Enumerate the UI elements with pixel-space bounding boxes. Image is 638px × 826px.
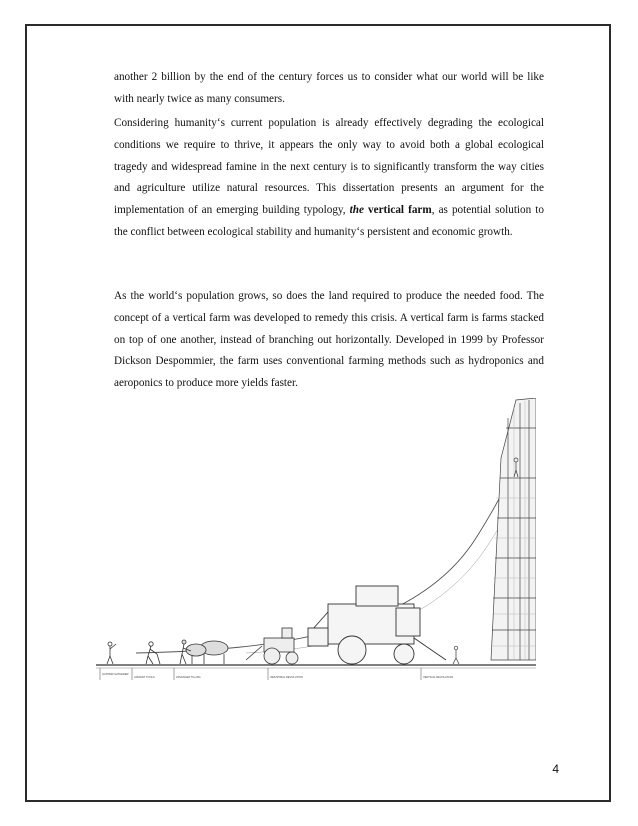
page-number: 4 [552, 762, 559, 776]
paragraph-2 [114, 113, 544, 244]
hunter-figure [107, 642, 116, 664]
paragraph-1 [114, 67, 544, 111]
vertical-farm-building [491, 398, 536, 660]
paragraph-3-text: As the world‘s population grows, so does the land required to produce the needed food. The concept of a vertical farm was developed to remedy this crisis. A vertical farm is farms stacked on top of one another, instead of branching out horizontally. Developed in 1999 by Professor Dickson Despommier, the farm uses conventional farming methods such as hydroponics and aeroponics to produce more yields faster. [114, 290, 544, 390]
timeline-label-4: INDUSTRIAL REVOLUTION [270, 676, 303, 679]
timeline-label-2: ANCIENT TOOLS [134, 676, 155, 679]
timeline-label-1: HUNTER/ GATHERER [102, 673, 129, 676]
ox-plough [180, 640, 228, 664]
combine-harvester [308, 586, 446, 664]
timeline-labels [102, 672, 453, 679]
paragraph-2-part2: , as potential solution to the conflict between ecological stability and humanity‘s persistent and economic growth. [114, 204, 544, 238]
early-tractor [246, 628, 298, 664]
emphasis-vertical-farm: vertical farm [368, 204, 432, 217]
timeline-label-3: ADVANCED TILLING [176, 676, 201, 679]
paragraph-2-part1: Considering humanity‘s current population is already effectively degrading the ecological conditions we require to thrive, it appears the only way to avoid both a global ecological tragedy and widespread famine in the next century is to significantly transform the way cities and agriculture utilize natural resources. This dissertation presents an argument for the implementation of an emerging building typology, [114, 117, 544, 217]
paragraph-1-text: another 2 billion by the end of the century forces us to consider what our world will be like with nearly twice as many consumers. [114, 71, 544, 105]
agriculture-evolution-illustration [96, 398, 536, 713]
emphasis-the: the [349, 204, 364, 217]
paragraph-2-text [114, 113, 544, 244]
paragraph-3 [114, 286, 544, 395]
timeline-label-5: VERTICAL REVOLUTION [423, 676, 454, 679]
